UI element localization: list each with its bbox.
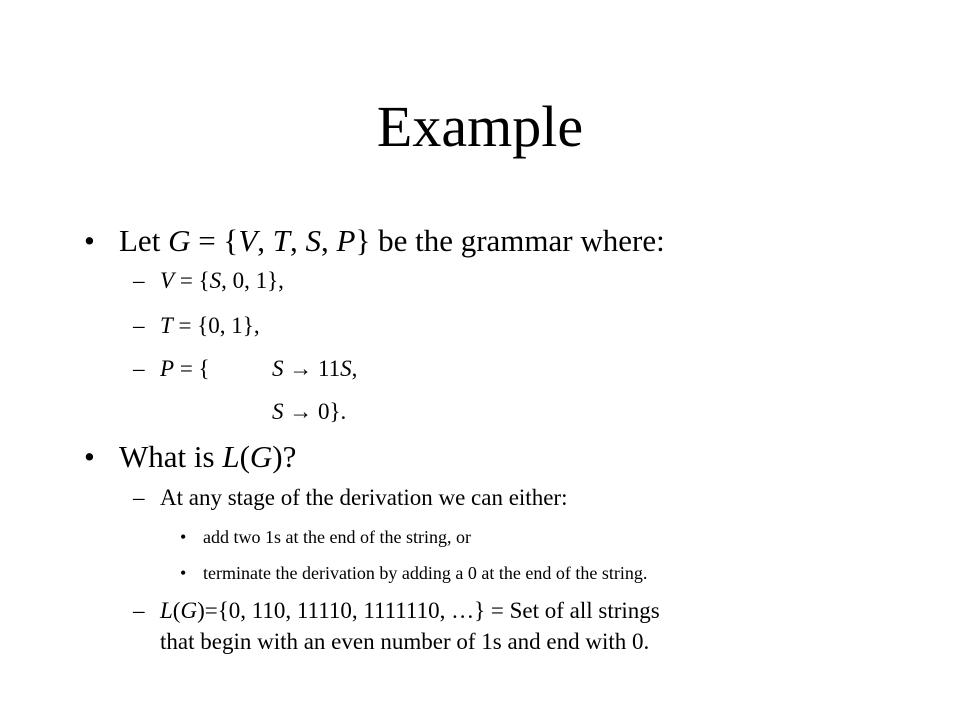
sub-item-p: [160, 355, 210, 383]
sub-item-stage: At any stage of the derivation we can either:: [160, 485, 568, 510]
var-v: V: [238, 223, 258, 258]
var-s: S: [272, 356, 284, 381]
bullet-item-question: [119, 439, 296, 475]
production-rule-1: [272, 355, 357, 383]
var-l: L: [222, 439, 240, 474]
var-s: S: [272, 399, 284, 424]
text: 0}.: [312, 399, 347, 424]
text: ,: [321, 223, 337, 258]
var-g: G: [168, 223, 191, 258]
text: ,: [290, 223, 306, 258]
bullet-symbol: [180, 562, 186, 584]
dash: –: [133, 485, 145, 510]
arrow-icon: →: [289, 356, 313, 381]
bullet-symbol: [84, 439, 95, 475]
dash: –: [133, 268, 145, 293]
sub-item-language-line2: that begin with an even number of 1s and end with 0.: [160, 629, 650, 654]
sub-item-t: [160, 312, 260, 340]
dash-symbol: [133, 597, 145, 625]
text: } be the grammar where:: [355, 223, 665, 258]
text: = {: [174, 268, 210, 293]
text: = {0, 1},: [172, 313, 260, 338]
bullet-symbol: [84, 223, 95, 259]
dash-symbol: [133, 484, 145, 512]
text: What is: [119, 439, 223, 474]
var-p: P: [336, 223, 356, 258]
dash: –: [133, 313, 145, 338]
bullet-symbol: [180, 526, 186, 548]
bullet-dot: •: [180, 563, 187, 583]
var-s: S: [305, 223, 322, 258]
text: ,: [351, 356, 358, 381]
var-v: V: [160, 268, 175, 293]
text: )={0, 110, 11110, 1111110, …} = Set of all strings: [197, 598, 660, 623]
text: Let: [119, 223, 169, 258]
text: ,: [257, 223, 273, 258]
production-rule-2: [272, 398, 346, 426]
bullet-dot: •: [180, 527, 187, 547]
bullet-dot: •: [84, 223, 95, 258]
var-s: S: [340, 356, 352, 381]
sub-item-language: [160, 597, 660, 625]
dash-symbol: [133, 267, 145, 295]
sub-sub-item-terminate: terminate the derivation by adding a 0 at the end of the string.: [203, 563, 648, 583]
dash-symbol: [133, 312, 145, 340]
var-g: G: [249, 439, 273, 474]
sub-item-v: [160, 267, 284, 295]
var-l: L: [160, 598, 173, 623]
text: )?: [272, 439, 297, 474]
bullet-item-grammar: [119, 223, 665, 259]
arrow-icon: →: [289, 399, 313, 424]
bullet-dot: •: [84, 439, 95, 474]
text: 11: [312, 356, 341, 381]
text: (: [172, 598, 181, 623]
var-p: P: [160, 356, 175, 381]
text: (: [239, 439, 250, 474]
var-t: T: [272, 223, 291, 258]
slide-title: Example: [376, 94, 584, 159]
text: = {: [190, 223, 239, 258]
text: = {: [174, 356, 210, 381]
dash-symbol: [133, 355, 145, 383]
dash: –: [133, 598, 145, 623]
dash: –: [133, 356, 145, 381]
text: , 0, 1},: [221, 268, 284, 293]
var-g: G: [180, 598, 198, 623]
var-s: S: [209, 268, 222, 293]
sub-sub-item-add: add two 1s at the end of the string, or: [203, 527, 471, 547]
var-t: T: [160, 313, 173, 338]
